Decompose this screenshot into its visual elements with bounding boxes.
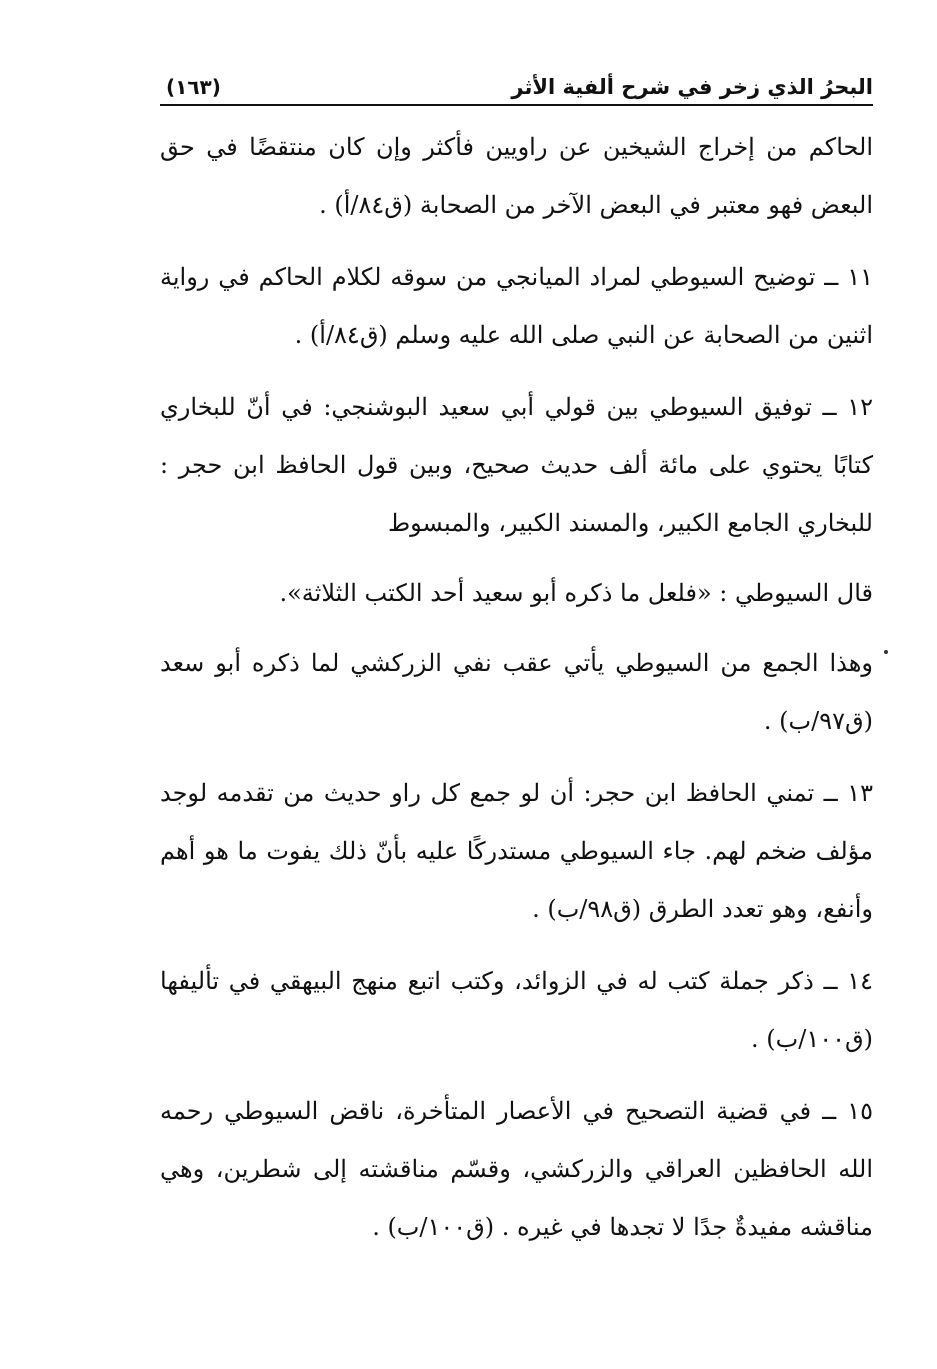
body-text — [160, 118, 873, 1256]
paragraph-item-14: ١٤ ــ ذكر جملة كتب له في الزوائد، وكتب اتبع منهج البيهقي في تأليفها (ق١٠٠/ب) . — [160, 967, 873, 1053]
paragraph-item-13: ١٣ ــ تمني الحافظ ابن حجر: أن لو جمع كل راو حديث من تقدمه لوجد مؤلف ضخم لهم. جاء السيوطي مستدركًا عليه بأنّ ذلك يفوت ما هو أهم وأنفع، وهو تعدد الطرق (ق٩٨/ب) . — [160, 779, 873, 923]
paragraph-item-12: ١٢ ــ توفيق السيوطي بين قولي أبي سعيد البوشنجي: في أنّ للبخاري كتابًا يحتوي على مائة ألف حديث صحيح، وبين قول الحافظ ابن حجر : للبخاري الجامع الكبير، والمسند الكبير، والمبسوط — [160, 393, 873, 537]
paragraph-quote-suyuti: قال السيوطي : «فلعل ما ذكره أبو سعيد أحد الكتب الثلاثة». — [279, 579, 873, 607]
paragraph-item-15: ١٥ ــ في قضية التصحيح في الأعصار المتأخرة، ناقض السيوطي رحمه الله الحافظين العراقي والزركشي، وقسّم مناقشته إلى شطرين، وهي مناقشه مفيدةٌ جدًا لا تجدها في غيره . (ق١٠٠/ب) . — [160, 1097, 873, 1241]
scan-speck — [884, 650, 888, 654]
paragraph-continuation: الحاكم من إخراج الشيخين عن راويين فأكثر وإن كان منتقضًا في حق البعض فهو معتبر في البعض الآخر من الصحابة (ق٨٤/أ) . — [160, 133, 873, 219]
running-header — [160, 62, 873, 106]
book-title: البحرُ الذي زخر في شرح ألفية الأثر — [511, 75, 873, 99]
paragraph-reconciliation: وهذا الجمع من السيوطي يأتي عقب نفي الزركشي لما ذكره أبو سعد (ق٩٧/ب) . — [160, 649, 874, 735]
page-number: (١٦٣) — [166, 75, 221, 99]
paragraph-item-11: ١١ ــ توضيح السيوطي لمراد الميانجي من سوقه لكلام الحاكم في رواية اثنين من الصحابة عن النبي صلى الله عليه وسلم (ق٨٤/أ) . — [160, 263, 873, 349]
